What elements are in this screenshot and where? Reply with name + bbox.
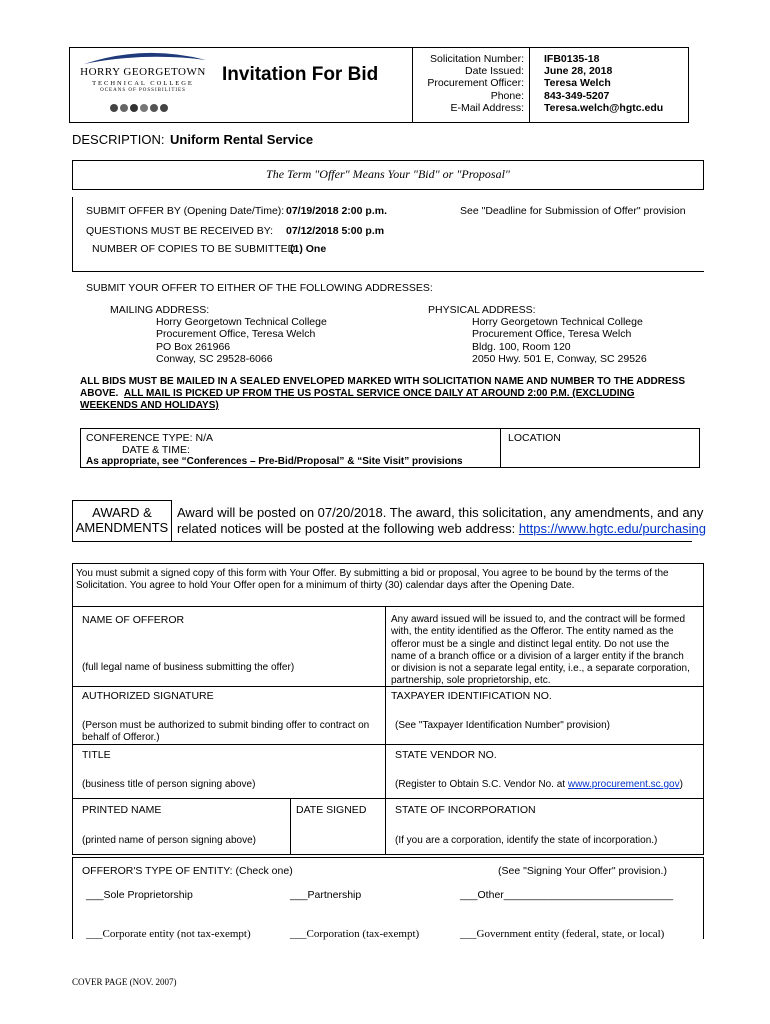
signature-intro-1: You must submit a signed copy of this form with Your Offer. By submitting a bid or proposal, You agree to be bound by the terms of the <box>76 568 669 579</box>
mailing-address-label: MAILING ADDRESS: <box>110 304 210 316</box>
vendor-hint-end: ) <box>679 779 683 790</box>
mailing-line: PO Box 261966 <box>156 340 231 353</box>
entity-government[interactable]: ___Government entity (federal, state, or local) <box>460 928 665 940</box>
questions-value: 07/12/2018 5:00 p.m <box>286 225 385 237</box>
submit-offer-label: SUBMIT OFFER BY (Opening Date/Time): <box>86 205 285 217</box>
authorized-signature-hint: (Person must be authorized to submit binding offer to contract on behalf of Offeror.) <box>82 720 370 743</box>
copies-value: (1) One <box>290 243 327 255</box>
mailing-line: Conway, SC 29528-6066 <box>156 352 273 365</box>
date-issued-value: June 28, 2018 <box>544 65 613 78</box>
procurement-officer-label: Procurement Officer: <box>427 77 524 90</box>
logo-line-1: HORRY GEORGETOWN <box>80 66 206 78</box>
printed-name-label: PRINTED NAME <box>82 804 162 816</box>
conference-date-time: DATE & TIME: <box>122 444 190 456</box>
authorized-signature-field[interactable] <box>78 702 378 718</box>
offeror-name-field[interactable] <box>78 628 378 658</box>
procurement-link[interactable]: www.procurement.sc.gov <box>567 779 680 790</box>
entity-other[interactable]: ___Other_____________________________ <box>460 889 674 901</box>
mail-notice-line-1: ALL BIDS MUST BE MAILED IN A SEALED ENVELOPED MARKED WITH SOLICITATION NAME AND NUMBER TO THE ADDRESS <box>80 376 686 387</box>
award-note-line: with, the entity identified as the Offeror. The entity named as the <box>391 626 674 638</box>
mailing-line: Procurement Office, Teresa Welch <box>156 328 316 341</box>
mail-notice-line-3: WEEKENDS AND HOLIDAYS) <box>80 400 219 411</box>
award-entity-note <box>391 614 690 688</box>
date-signed-label: DATE SIGNED <box>296 804 367 816</box>
title-field[interactable] <box>78 762 378 776</box>
description-value: Uniform Rental Service <box>170 132 314 147</box>
award-text-1: Award will be posted on 07/20/2018. The award, this solicitation, any amendments, and any <box>177 505 704 520</box>
procurement-officer-value: Teresa Welch <box>544 77 611 90</box>
email-label: E-Mail Address: <box>450 101 524 114</box>
award-note-line: or division is not a separate legal entity, i.e., a separate corporation, <box>391 663 690 675</box>
award-note-line: offeror must be a single and distinct legal entity. Do not use the <box>391 638 670 650</box>
offeror-name-hint: (full legal name of business submitting the offer) <box>82 662 295 673</box>
entity-sole-proprietorship[interactable]: ___Sole Proprietorship <box>86 889 193 901</box>
physical-line: Horry Georgetown Technical College <box>472 316 643 328</box>
physical-line: Bldg. 100, Room 120 <box>472 340 571 353</box>
mail-notice <box>80 376 685 412</box>
header-field-labels <box>412 53 524 114</box>
conference-note: As appropriate, see “Conferences – Pre-Bid/Proposal” & “Site Visit” provisions <box>86 456 463 467</box>
award-label <box>72 505 172 535</box>
award-label-2: AMENDMENTS <box>75 520 169 535</box>
incorporation-field[interactable] <box>388 816 698 830</box>
submit-offer-value: 07/19/2018 2:00 p.m. <box>286 205 387 217</box>
award-note-line: name of a branch office or a division of a larger entity if the branch <box>391 650 684 662</box>
mailing-address <box>156 316 327 365</box>
addresses-intro: SUBMIT YOUR OFFER TO EITHER OF THE FOLLOWING ADDRESSES: <box>86 282 433 294</box>
award-note-line: partnership, sole proprietorship, etc. <box>391 675 551 687</box>
date-issued-label: Date Issued: <box>465 65 524 78</box>
entity-partnership[interactable]: ___Partnership <box>290 889 362 901</box>
entity-corporate-not-exempt[interactable]: ___Corporate entity (not tax-exempt) <box>86 928 251 940</box>
title-label: TITLE <box>82 749 111 761</box>
phone-label: Phone: <box>490 89 524 102</box>
physical-address <box>472 316 647 365</box>
offeror-name-label: NAME OF OFFEROR <box>82 614 185 626</box>
vendor-field[interactable] <box>388 762 698 776</box>
award-label-1: AWARD & <box>92 505 152 520</box>
signature-intro-2: Solicitation. You agree to hold Your Offer open for a minimum of thirty (30) calendar days after the Opening Date. <box>76 580 575 591</box>
copies-label: NUMBER OF COPIES TO BE SUBMITTED: <box>92 243 299 255</box>
solicitation-number-label: Solicitation Number: <box>430 53 524 65</box>
physical-address-label: PHYSICAL ADDRESS: <box>428 304 536 316</box>
entity-type-note: (See "Signing Your Offer" provision.) <box>498 865 667 877</box>
mail-notice-above: ABOVE. <box>80 388 119 399</box>
page-title: Invitation For Bid <box>222 64 379 85</box>
logo-line-2: TECHNICAL COLLEGE <box>92 80 194 87</box>
entity-corporation-exempt[interactable]: ___Corporation (tax-exempt) <box>290 928 420 940</box>
award-text-2: related notices will be posted at the following web address: <box>177 520 519 536</box>
purchasing-link[interactable]: https://www.hgtc.edu/purchasing <box>518 520 706 536</box>
phone-value: 843-349-5207 <box>544 89 610 102</box>
tin-field[interactable] <box>388 702 698 718</box>
physical-line: 2050 Hwy. 501 E, Conway, SC 29526 <box>472 352 647 365</box>
conference-location-label: LOCATION <box>508 432 561 444</box>
incorporation-label: STATE OF INCORPORATION <box>395 804 536 816</box>
tin-hint: (See "Taxpayer Identification Number" provision) <box>395 720 610 731</box>
deadline-note: See "Deadline for Submission of Offer" provision <box>460 205 686 217</box>
signature-intro <box>76 568 669 592</box>
description-label: DESCRIPTION: <box>72 132 165 147</box>
incorporation-hint: (If you are a corporation, identify the state of incorporation.) <box>395 835 658 846</box>
printed-name-field[interactable] <box>78 816 283 830</box>
mail-notice-pickup: ALL MAIL IS PICKED UP FROM THE US POSTAL SERVICE ONCE DAILY AT AROUND 2:00 P.M. (EXCLUDING <box>123 388 635 399</box>
vendor-label: STATE VENDOR NO. <box>395 749 497 761</box>
header-field-values <box>544 53 663 114</box>
authorized-signature-label: AUTHORIZED SIGNATURE <box>82 690 214 702</box>
award-note-line: Any award issued will be issued to, and the contract will be formed <box>391 614 686 625</box>
date-signed-field[interactable] <box>294 816 380 846</box>
college-logo <box>74 50 212 118</box>
title-hint: (business title of person signing above) <box>82 779 256 790</box>
physical-line: Procurement Office, Teresa Welch <box>472 328 632 341</box>
questions-label: QUESTIONS MUST BE RECEIVED BY: <box>86 225 274 237</box>
conference-type: CONFERENCE TYPE: N/A <box>86 432 213 444</box>
tin-label: TAXPAYER IDENTIFICATION NO. <box>391 690 552 702</box>
offer-note: The Term "Offer" Means Your "Bid" or "Proposal" <box>266 167 510 181</box>
footer-text: COVER PAGE (NOV. 2007) <box>72 977 177 987</box>
email-value: Teresa.welch@hgtc.edu <box>544 101 664 114</box>
solicitation-number-value: IFB0135-18 <box>544 53 600 65</box>
printed-name-hint: (printed name of person signing above) <box>82 835 256 846</box>
vendor-hint: (Register to Obtain S.C. Vendor No. at <box>395 779 568 790</box>
logo-line-3: OCEANS OF POSSIBILITIES <box>100 88 186 93</box>
entity-type-label: OFFEROR'S TYPE OF ENTITY: (Check one) <box>82 865 293 877</box>
mailing-line: Horry Georgetown Technical College <box>156 316 327 328</box>
award-text <box>177 505 706 536</box>
